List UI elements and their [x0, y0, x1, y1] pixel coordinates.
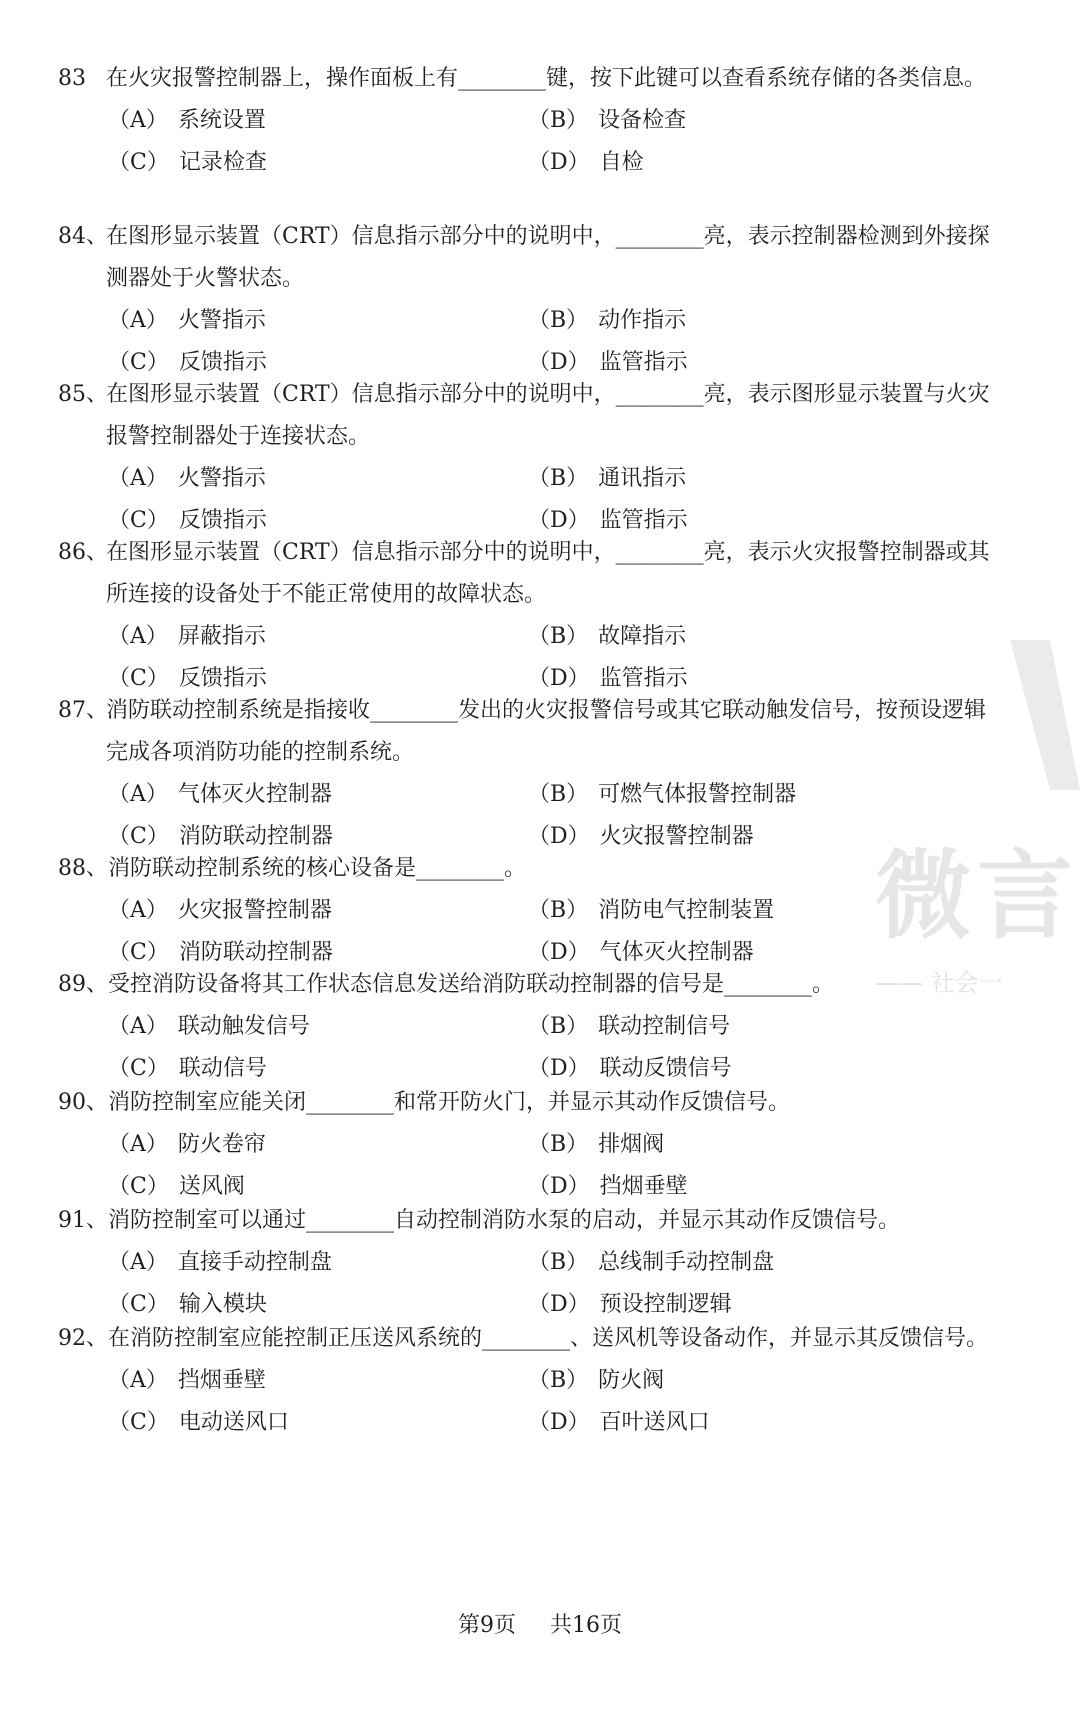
option-b: （B） 设备检查	[528, 108, 687, 133]
option-d: （D） 自检	[528, 150, 644, 175]
question-number: 89、	[58, 972, 108, 997]
options	[108, 774, 1002, 858]
option-a: （A） 直接手动控制盘	[108, 1250, 332, 1275]
question-text: 在图形显示装置（CRT）信息指示部分中的说明中，________亮，表示火灾报警控制器或其所连接的设备处于不能正常使用的故障状态。	[106, 540, 990, 607]
question-91	[58, 1200, 1002, 1326]
watermark-text: 微言	[875, 840, 1079, 952]
page-total: 共16页	[550, 1613, 622, 1638]
question-number: 91、	[58, 1208, 108, 1233]
option-c: （C） 反馈指示	[108, 508, 267, 533]
option-d: （D） 火灾报警控制器	[528, 824, 754, 849]
options	[108, 1124, 1002, 1208]
option-a: （A） 系统设置	[108, 108, 266, 133]
option-d: （D） 监管指示	[528, 666, 688, 691]
option-b: （B） 通讯指示	[528, 466, 687, 491]
option-a: （A） 气体灭火控制器	[108, 782, 332, 807]
question-text: 消防联动控制系统的核心设备是________。	[108, 856, 527, 881]
option-d: （D） 气体灭火控制器	[528, 940, 754, 965]
option-b: （B） 消防电气控制装置	[528, 898, 775, 923]
question-92	[58, 1318, 1002, 1444]
option-c: （C） 记录检查	[108, 150, 267, 175]
option-c: （C） 反馈指示	[108, 666, 267, 691]
option-d: （D） 联动反馈信号	[528, 1056, 732, 1081]
option-a: （A） 防火卷帘	[108, 1132, 266, 1157]
question-text: 受控消防设备将其工作状态信息发送给消防联动控制器的信号是________。	[108, 972, 835, 997]
option-d: （D） 监管指示	[528, 508, 688, 533]
options	[108, 1360, 1002, 1444]
question-number: 85、	[58, 382, 108, 407]
option-c: （C） 消防联动控制器	[108, 940, 333, 965]
question-number: 87、	[58, 698, 108, 723]
question-text: 消防控制室应能关闭________和常开防火门，并显示其动作反馈信号。	[108, 1090, 791, 1115]
option-d: （D） 预设控制逻辑	[528, 1292, 732, 1317]
question-83	[58, 58, 1002, 184]
options	[108, 1006, 1002, 1090]
question-text: 在图形显示装置（CRT）信息指示部分中的说明中，________亮，表示控制器检测到外接探测器处于火警状态。	[106, 224, 990, 291]
watermark-logo-icon	[1010, 640, 1080, 790]
question-text: 消防控制室可以通过________自动控制消防水泵的启动，并显示其动作反馈信号。	[108, 1208, 901, 1233]
question-text: 在图形显示装置（CRT）信息指示部分中的说明中，________亮，表示图形显示装置与火灾报警控制器处于连接状态。	[106, 382, 990, 449]
option-a: （A） 火警指示	[108, 308, 266, 333]
option-a: （A） 屏蔽指示	[108, 624, 266, 649]
question-number: 86、	[58, 540, 108, 565]
question-88	[58, 848, 1002, 974]
option-a: （A） 火灾报警控制器	[108, 898, 332, 923]
option-d: （D） 挡烟垂壁	[528, 1174, 688, 1199]
option-b: （B） 防火阀	[528, 1368, 665, 1393]
option-d: （D） 监管指示	[528, 350, 688, 375]
page-footer	[0, 1608, 1080, 1639]
question-text: 在消防控制室应能控制正压送风系统的________、送风机等设备动作，并显示其反馈信号。	[108, 1326, 989, 1351]
option-c: （C） 联动信号	[108, 1056, 267, 1081]
question-text: 消防联动控制系统是指接收________发出的火灾报警信号或其它联动触发信号，按预设逻辑完成各项消防功能的控制系统。	[106, 698, 987, 765]
option-a: （A） 挡烟垂壁	[108, 1368, 266, 1393]
option-b: （B） 动作指示	[528, 308, 687, 333]
option-a: （A） 火警指示	[108, 466, 266, 491]
question-87	[58, 690, 1002, 858]
options	[108, 458, 1002, 542]
question-number: 83	[58, 66, 86, 91]
question-number: 84、	[58, 224, 108, 249]
option-b: （B） 故障指示	[528, 624, 687, 649]
question-89	[58, 964, 1002, 1090]
option-c: （C） 反馈指示	[108, 350, 267, 375]
option-c: （C） 消防联动控制器	[108, 824, 333, 849]
question-90	[58, 1082, 1002, 1208]
question-85	[58, 374, 1002, 542]
question-84	[58, 216, 1002, 384]
options	[108, 300, 1002, 384]
option-b: （B） 排烟阀	[528, 1132, 665, 1157]
options	[108, 1242, 1002, 1326]
question-number: 92、	[58, 1326, 108, 1351]
question-number: 88、	[58, 856, 108, 881]
options	[108, 616, 1002, 700]
option-b: （B） 总线制手动控制盘	[528, 1250, 775, 1275]
option-c: （C） 电动送风口	[108, 1410, 289, 1435]
option-b: （B） 可燃气体报警控制器	[528, 782, 797, 807]
option-b: （B） 联动控制信号	[528, 1014, 731, 1039]
option-c: （C） 送风阀	[108, 1174, 245, 1199]
question-86	[58, 532, 1002, 700]
question-number: 90、	[58, 1090, 108, 1115]
options	[108, 890, 1002, 974]
option-c: （C） 输入模块	[108, 1292, 267, 1317]
option-d: （D） 百叶送风口	[528, 1410, 710, 1435]
options	[108, 100, 1002, 184]
option-a: （A） 联动触发信号	[108, 1014, 310, 1039]
page-number: 第9页	[458, 1613, 516, 1638]
question-text: 在火灾报警控制器上，操作面板上有________键，按下此键可以查看系统存储的各类信息。	[106, 66, 987, 91]
watermark-subtext: —— 社会一	[875, 969, 1003, 997]
